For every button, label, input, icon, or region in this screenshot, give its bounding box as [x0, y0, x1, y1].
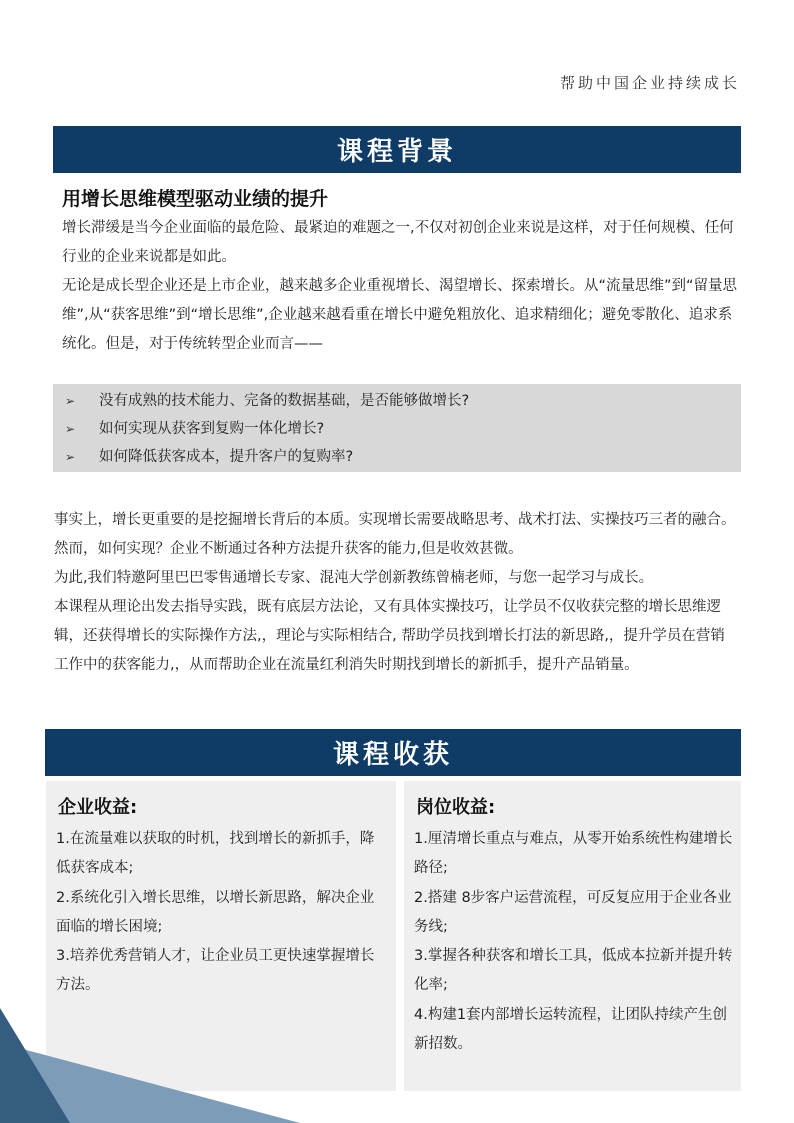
- enterprise-gains-title: 企业收益:: [58, 797, 138, 818]
- list-item: 2.系统化引入增长思维，以增长新思路，解决企业面临的增长困境;: [56, 889, 375, 935]
- banner-course-gains: 课程收获: [45, 729, 741, 776]
- paragraph-course-description: [54, 506, 738, 680]
- list-item: 3.培养优秀营销人才，让企业员工更快速掌握增长方法。: [56, 948, 375, 994]
- question-box: [53, 384, 741, 472]
- arrow-bullet-icon: ➢: [65, 422, 76, 436]
- question-text: 没有成熟的技术能力、完备的数据基础，是否能够做增长?: [99, 393, 470, 409]
- question-item: [65, 415, 324, 443]
- question-text: 如何降低获客成本，提升客户的复购率?: [99, 449, 354, 465]
- banner-course-background: 课程背景: [53, 126, 741, 173]
- arrow-bullet-icon: ➢: [65, 450, 76, 464]
- tagline: 帮助中国企业持续成长: [559, 74, 740, 92]
- paragraph-intro: 增长滞缓是当今企业面临的最危险、最紧迫的难题之一,不仅对初创企业来说是这样，对于任何规模、任何行业的企业来说都是如此。: [62, 220, 734, 265]
- list-item: 4.构建1套内部增长运转流程，让团队持续产生创新招数。: [414, 1006, 728, 1053]
- position-gains-list: [414, 825, 733, 1059]
- description-line: 本课程从理论出发去指导实践，既有底层方法论，又有具体实操技巧，让学员不仅收获完整的增长思维逻辑，还获得增长的实际操作方法,，理论与实际相结合, 帮助学员找到增长打法的新思路,，提升学员在营销工作中的获客能力,，从而帮助企业在流量红利消失时期找到增长的新抓手，提升产品销量。: [54, 599, 725, 673]
- question-item: [65, 443, 353, 471]
- arrow-bullet-icon: ➢: [65, 394, 76, 408]
- list-item: 3.掌握各种获客和增长工具，低成本拉新并提升转化率;: [414, 948, 733, 994]
- description-line: 事实上，增长更重要的是挖掘增长背后的本质。实现增长需要战略思考、战术打法、实操技巧三者的融合。然而，如何实现？企业不断通过各种方法提升获客的能力,但是收效甚微。: [54, 512, 736, 557]
- enterprise-gains-list: [56, 825, 388, 1001]
- question-text: 如何实现从获客到复购一体化增长?: [99, 421, 325, 437]
- section-subtitle: 用增长思维模型驱动业绩的提升: [62, 188, 329, 210]
- list-item: 1.在流量难以获取的时机，找到增长的新抓手，降低获客成本;: [56, 831, 375, 877]
- list-item: 2.搭建 8步客户运营流程，可反复应用于企业各业务线;: [414, 889, 732, 935]
- position-gains-panel: [404, 781, 741, 1091]
- question-item: [65, 387, 469, 415]
- paragraph-growth-thinking: 无论是成长型企业还是上市企业，越来越多企业重视增长、渴望增长、探索增长。从“流量思维”到“留量思维”,从“获客思维”到“增长思维”,企业越来越看重在增长中避免粗放化、追求精细化；避免零散化、追求系统化。但是，对于传统转型企业而言——: [62, 278, 738, 352]
- position-gains-title: 岗位收益:: [416, 797, 496, 818]
- description-line: 为此,我们特邀阿里巴巴零售通增长专家、混沌大学创新教练曾楠老师，与您一起学习与成长。: [54, 570, 654, 586]
- list-item: 1.厘清增长重点与难点，从零开始系统性构建增长路径;: [414, 831, 733, 877]
- corner-decoration: [0, 1008, 320, 1123]
